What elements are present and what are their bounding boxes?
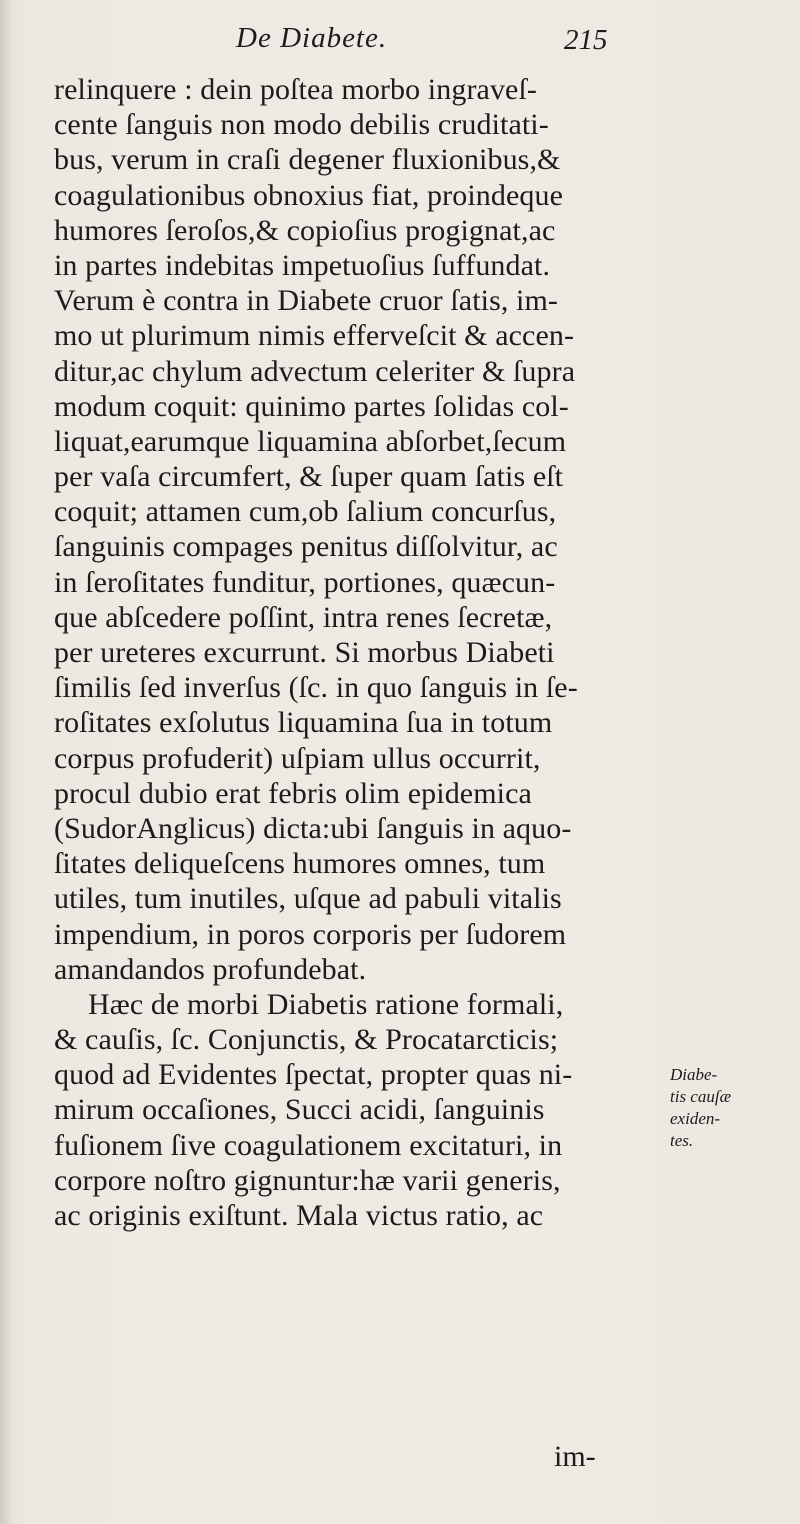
page-number: 215 [564,24,608,56]
text-line: roſitates exſolutus liquamina ſua in totum [54,706,553,740]
text-line: liquat,earumque liquamina abſorbet,ſecum [54,424,567,458]
text-line: procul dubio erat febris olim epidemica [54,776,532,810]
text-line: relinquere : dein poſtea morbo ingraveſ- [54,73,537,106]
text-line: coquit; attamen cum,ob ſalium concurſus, [54,495,557,529]
text-line: corpore noſtro gignuntur:hæ varii generis, [54,1163,561,1197]
gutter-shadow [0,0,12,1524]
catchword: im- [554,1440,596,1473]
text-line: (SudorAnglicus) dicta:ubi ſanguis in aquo- [54,811,572,845]
text-line: bus, verum in craſi degener fluxionibus,& [54,143,561,177]
marginal-note [670,1064,790,1152]
text-line: ſitates deliqueſcens humores omnes, tum [54,847,546,881]
body-text [54,72,654,1233]
text-line: per ureteres excurrunt. Si morbus Diabeti [54,636,555,669]
text-line: in ſeroſitates funditur, portiones, quæcun- [54,565,556,599]
running-head-title: De Diabete. [236,22,388,54]
text-line: impendium, in poros corporis per ſudorem [54,917,567,951]
text-line: mirum occaſiones, Succi acidi, ſanguinis [54,1093,545,1127]
text-line: fuſionem ſive coagulationem excitaturi, in [54,1128,563,1162]
text-line: que abſcedere poſſint, intra renes ſecretæ, [54,600,553,634]
text-line: ſanguinis compages penitus diſſolvitur, ac [54,530,558,564]
marginal-note-line: tis cauſæ [670,1087,731,1106]
marginal-note-line: exiden- [670,1109,721,1128]
text-line: & cauſis, ſc. Conjunctis, & Procatarcticis; [54,1023,559,1057]
running-head [0,12,800,62]
text-line: ac originis exiſtunt. Mala victus ratio, ac [54,1199,544,1232]
marginal-note-line: tes. [670,1131,694,1150]
marginal-note-line: Diabe- [670,1065,718,1084]
text-line: corpus profuderit) uſpiam ullus occurrit, [54,741,541,775]
text-line: Hæc de morbi Diabetis ratione formali, [88,987,564,1021]
text-line: amandandos profundebat. [54,952,367,986]
text-line: Verum è contra in Diabete cruor ſatis, im- [54,284,559,318]
text-line: humores ſeroſos,& copioſius progignat,ac [54,213,556,247]
text-line: utiles, tum inutiles, uſque ad pabuli vitalis [54,882,562,916]
text-line: in partes indebitas impetuoſius ſuffundat. [54,248,551,282]
text-line: ditur,ac chylum advectum celeriter & ſupra [54,354,576,388]
text-line: coagulationibus obnoxius fiat, proindeque [54,178,564,212]
text-line: cente ſanguis non modo debilis cruditati- [54,108,549,142]
text-line: ſimilis ſed inverſus (ſc. in quo ſanguis in ſe- [54,671,578,705]
text-line: mo ut plurimum nimis efferveſcit & accen- [54,319,575,353]
text-line: quod ad Evidentes ſpectat, propter quas ni- [54,1058,573,1092]
text-line: modum coquit: quinimo partes ſolidas col- [54,389,569,423]
text-line: per vaſa circumfert, & ſuper quam ſatis eſt [54,460,564,494]
